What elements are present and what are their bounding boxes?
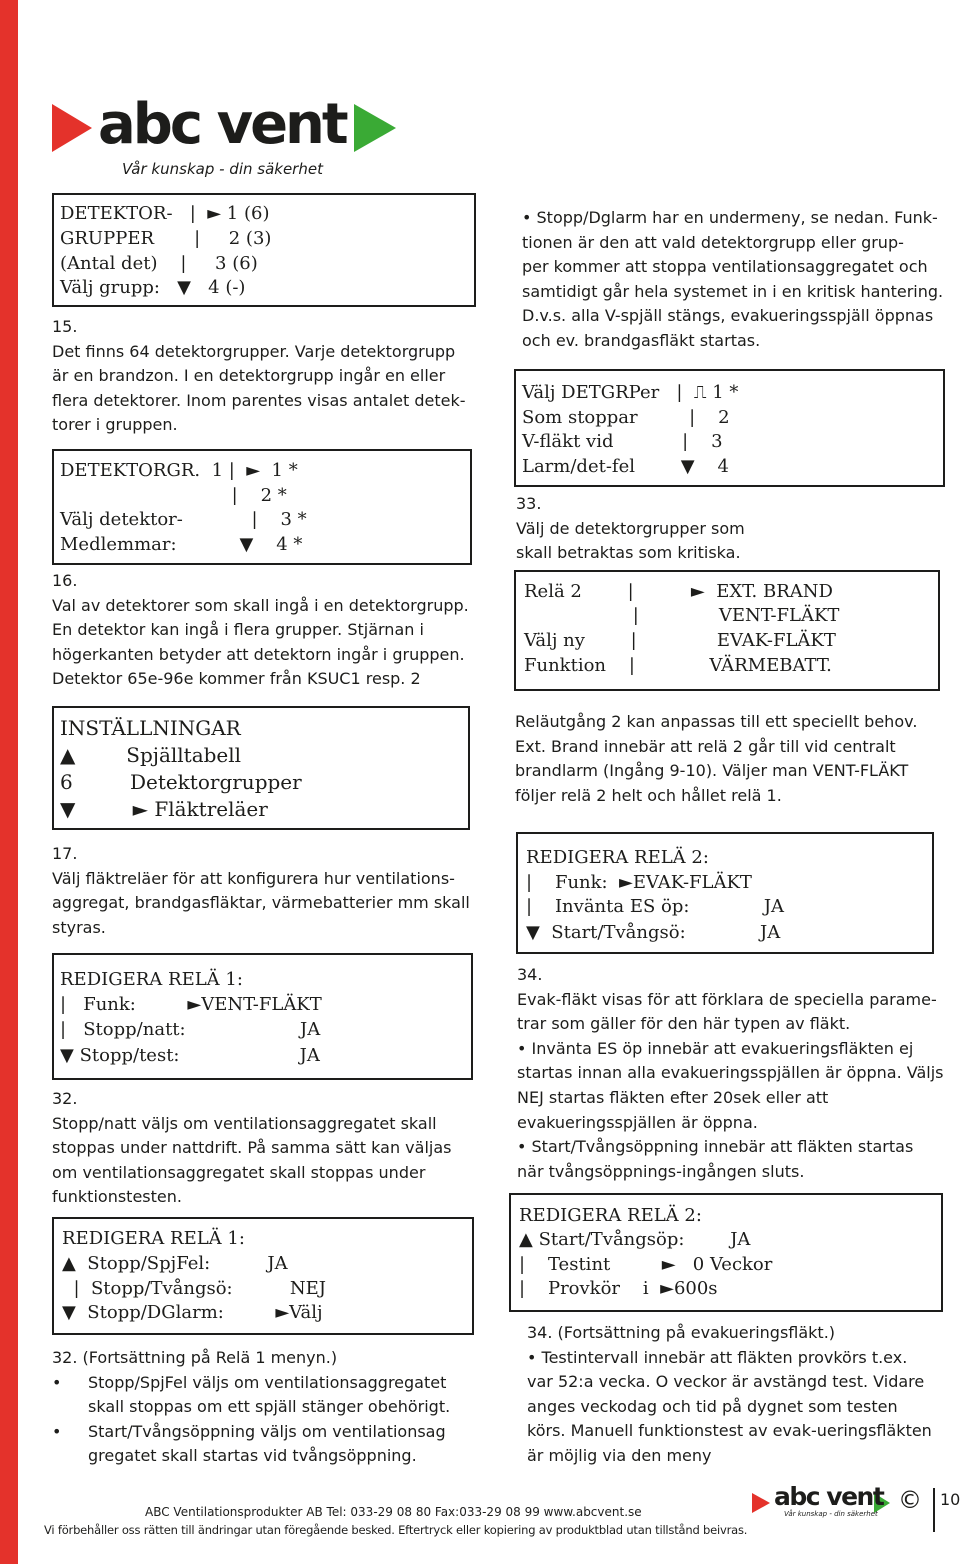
text-line: var 52:a vecka. O veckor är avstängd test. Vidare xyxy=(527,1372,925,1392)
text-line: per kommer att stoppa ventilationsaggregatet och xyxy=(522,257,928,277)
lcd-line: GRUPPER | 2 (3) xyxy=(60,228,272,249)
lcd-line: ▼ Start/Tvångsö: JA xyxy=(526,922,781,943)
bullet-item xyxy=(52,1420,450,1469)
logo-tagline: Vår kunskap - din säkerhet xyxy=(122,160,323,178)
lcd-line: | 2 * xyxy=(60,485,287,506)
text-line: Stopp/natt väljs om ventilationsaggregatet skall xyxy=(52,1113,437,1133)
text-line: Reläutgång 2 kan anpassas till ett speciellt behov. xyxy=(515,712,918,731)
text-stopp-dglarm xyxy=(522,206,943,354)
text-line: skall stoppas om ett spjäll stänger obehörigt. xyxy=(88,1397,451,1417)
lcd-box-rela2-funktion xyxy=(514,570,940,691)
lcd-line: Larm/det-fel ▼ 4 xyxy=(522,456,729,477)
text-line: anges veckodag och tid på dygnet som testen xyxy=(527,1396,898,1416)
text-line: styras. xyxy=(52,917,106,937)
text-line: torer i gruppen. xyxy=(52,415,178,435)
lcd-line: | Invänta ES öp: JA xyxy=(526,896,785,917)
text-34-continued xyxy=(527,1321,932,1469)
text-line: Val av detektorer som skall ingå i en detektorgrupp. xyxy=(52,595,469,615)
lcd-line: 6 Detektorgrupper xyxy=(60,770,302,794)
text-17 xyxy=(52,842,470,940)
lcd-line: DETEKTOR- | ► 1 (6) xyxy=(60,203,270,224)
lcd-box-redigera-rela1-b xyxy=(52,1217,474,1335)
lcd-box-redigera-rela1-a xyxy=(52,953,473,1080)
lcd-line: Välj detektor- | 3 * xyxy=(60,509,307,530)
lcd-box-redigera-rela2-b xyxy=(509,1193,943,1312)
lcd-line: (Antal det) | 3 (6) xyxy=(60,253,258,274)
lcd-line: ▲ Start/Tvångsöp: JA xyxy=(519,1229,751,1250)
text-line: 32. xyxy=(52,1089,78,1108)
lcd-line: ▼ Stopp/DGlarm: ►Välj xyxy=(62,1302,323,1323)
text-line: funktionstesten. xyxy=(52,1187,182,1207)
footer-logo-tagline: Vår kunskap - din säkerhet xyxy=(784,1510,878,1518)
text-32-continued xyxy=(52,1346,450,1469)
lcd-line: Funktion | VÄRMEBATT. xyxy=(524,655,832,676)
lcd-line: Välj DETGRPer | ⎍ 1 * xyxy=(522,382,739,403)
text-line: • Start/Tvångsöppning innebär att fläkten startas xyxy=(517,1137,914,1157)
text-line: brandlarm (Ingång 9-10). Väljer man VENT-FLÄKT xyxy=(515,761,909,781)
lcd-line: V-fläkt vid | 3 xyxy=(522,431,723,452)
text-line: Stopp/SpjFel väljs om ventilationsaggregatet xyxy=(88,1372,447,1392)
lcd-line: REDIGERA RELÄ 2: xyxy=(519,1205,702,1226)
lcd-line: REDIGERA RELÄ 1: xyxy=(60,969,243,990)
text-line: • Invänta ES öp innebär att evakueringsfläkten ej xyxy=(517,1038,914,1058)
text-32 xyxy=(52,1087,451,1210)
text-line: 33. xyxy=(516,494,542,513)
text-line: Välj fläktreläer för att konfigurera hur ventilations- xyxy=(52,868,455,888)
text-line: tionen är den att vald detektorgrupp eller grup- xyxy=(522,232,904,252)
page-number-divider xyxy=(933,1488,935,1532)
copyright-symbol: © xyxy=(898,1486,922,1514)
lcd-line: Välj ny | EVAK-FLÄKT xyxy=(524,630,836,651)
text-line: Evak-fläkt visas för att förklara de speciella parame- xyxy=(517,989,937,1009)
lcd-line: | VENT-FLÄKT xyxy=(524,605,840,626)
text-line: startas innan alla evakueringsspjällen är öppna. Väljs xyxy=(517,1063,944,1083)
lcd-line: REDIGERA RELÄ 2: xyxy=(526,847,709,868)
lcd-line: Relä 2 | ► EXT. BRAND xyxy=(524,581,833,602)
lcd-line: | Stopp/Tvångsö: NEJ xyxy=(62,1278,326,1299)
text-15 xyxy=(52,315,466,438)
lcd-line: ▲ Stopp/SpjFel: JA xyxy=(62,1253,288,1274)
text-line: aggregat, brandgasfläktar, värmebatterier mm skall xyxy=(52,893,470,913)
text-line: 32. (Fortsättning på Relä 1 menyn.) xyxy=(52,1348,338,1367)
lcd-line: Som stoppar | 2 xyxy=(522,407,730,428)
footer-logo xyxy=(752,1482,892,1523)
footer-contact: ABC Ventilationsprodukter AB Tel: 033-29 08 80 Fax:033-29 08 99 www.abcvent.se xyxy=(145,1505,642,1519)
text-line: Start/Tvångsöppning väljs om ventilationsag xyxy=(88,1421,446,1441)
text-line: följer relä 2 helt och hållet relä 1. xyxy=(515,785,782,805)
text-line: • Stopp/Dglarm har en undermeny, se nedan. Funk- xyxy=(522,208,938,227)
text-line: är möjlig via den meny xyxy=(527,1445,712,1465)
text-line: trar som gäller för den här typen av fläkt. xyxy=(517,1014,851,1034)
lcd-box-detektorgr-medlemmar xyxy=(52,449,472,565)
text-line: Ext. Brand innebär att relä 2 går till vid centralt xyxy=(515,736,896,756)
page-number: 10 xyxy=(940,1490,960,1509)
footer-logo-wordmark: abc vent xyxy=(774,1482,884,1511)
lcd-line: | Provkör i ►600s xyxy=(519,1278,718,1299)
lcd-line: | Funk: ►VENT-FLÄKT xyxy=(60,994,322,1015)
text-line: om ventilationsaggregatet skall stoppas under xyxy=(52,1162,426,1182)
text-line: när tvångsöppnings-ingången sluts. xyxy=(517,1161,805,1181)
text-line: Detektor 65e-96e kommer från KSUC1 resp. 2 xyxy=(52,669,421,689)
lcd-line: REDIGERA RELÄ 1: xyxy=(62,1228,245,1249)
lcd-box-detektorgrupper xyxy=(52,193,476,307)
bullet-item xyxy=(52,1371,450,1420)
lcd-line: DETEKTORGR. 1 | ► 1 * xyxy=(60,460,298,481)
bullet: • xyxy=(52,1372,62,1392)
text-line: NEJ startas fläkten efter 20sek eller att xyxy=(517,1087,829,1107)
lcd-line: | Funk: ►EVAK-FLÄKT xyxy=(526,872,752,893)
text-line: flera detektorer. Inom parentes visas antalet detek- xyxy=(52,390,466,410)
text-34 xyxy=(517,963,944,1184)
lcd-box-installningar xyxy=(52,706,470,830)
text-line: D.v.s. alla V-spjäll stängs, evakueringsspjäll öppnas xyxy=(522,306,934,326)
text-line: 34. (Fortsättning på evakueringsfläkt.) xyxy=(527,1323,836,1342)
lcd-line: | Stopp/natt: JA xyxy=(60,1019,321,1040)
text-line: gregatet skall startas vid tvångsöppning. xyxy=(88,1446,417,1466)
lcd-line: ▼ Stopp/test: JA xyxy=(60,1045,320,1066)
text-line: samtidigt går hela systemet in i en kritisk hantering. xyxy=(522,281,944,301)
lcd-line: Välj grupp: ▼ 4 (-) xyxy=(60,277,246,298)
logo-wordmark: abc vent xyxy=(98,92,346,157)
text-line: Välj de detektorgrupper som xyxy=(516,518,745,538)
text-line: En detektor kan ingå i flera grupper. Stjärnan i xyxy=(52,620,424,640)
text-line: evakueringsspjällen är öppna. xyxy=(517,1112,758,1132)
text-line: 16. xyxy=(52,571,78,590)
red-margin-bar xyxy=(0,0,18,1564)
lcd-line: ▼ ► Fläktreläer xyxy=(60,797,268,821)
text-line: och ev. brandgasfläkt startas. xyxy=(522,330,761,350)
text-line: körs. Manuell funktionstest av evak-ueringsfläkten xyxy=(527,1421,932,1441)
text-relautgang xyxy=(515,710,917,808)
lcd-line: ▲ Spjälltabell xyxy=(60,743,242,767)
bullet: • xyxy=(52,1421,62,1441)
text-line: stoppas under nattdrift. På samma sätt kan väljas xyxy=(52,1138,452,1158)
footer-disclaimer: Vi förbehåller oss rätten till ändringar utan föregående besked. Eftertryck eller kopiering av produktblad utan tillstånd beivras. xyxy=(44,1523,748,1537)
text-line: • Testintervall innebär att fläkten provkörs t.ex. xyxy=(527,1347,908,1367)
lcd-line: | Testint ► 0 Veckor xyxy=(519,1254,773,1275)
lcd-box-redigera-rela2-a xyxy=(516,832,934,954)
text-33 xyxy=(516,492,745,566)
text-line: 34. xyxy=(517,965,543,984)
text-line: skall betraktas som kritiska. xyxy=(516,543,741,563)
text-line: Det finns 64 detektorgrupper. Varje detektorgrupp xyxy=(52,341,456,361)
text-line: är en brandzon. I en detektorgrupp ingår en eller xyxy=(52,366,446,386)
text-line: 17. xyxy=(52,844,78,863)
text-line: 15. xyxy=(52,317,78,336)
abcvent-logo xyxy=(52,92,402,180)
lcd-line: Medlemmar: ▼ 4 * xyxy=(60,534,303,555)
lcd-box-valj-detgrper xyxy=(514,369,945,487)
lcd-line: INSTÄLLNINGAR xyxy=(60,716,241,740)
text-line: högerkanten betyder att detektorn ingår i gruppen. xyxy=(52,644,465,664)
text-16 xyxy=(52,569,469,692)
